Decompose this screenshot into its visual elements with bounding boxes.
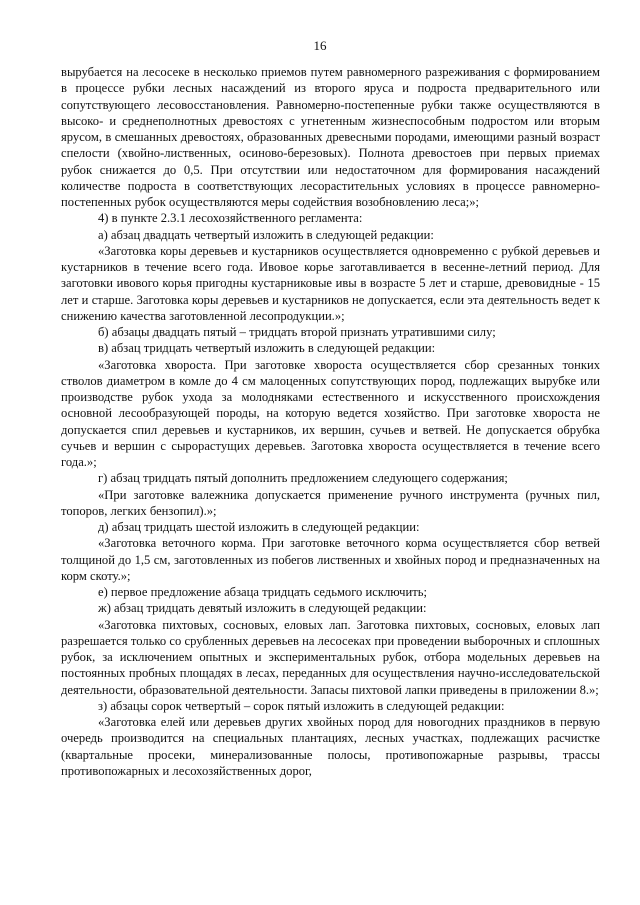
document-body (61, 64, 600, 779)
paragraph: в) абзац тридцать четвертый изложить в следующей редакции: (98, 341, 436, 356)
page-number: 16 (313, 38, 327, 53)
paragraph: «Заготовка пихтовых, сосновых, еловых лап. Заготовка пихтовых, сосновых, еловых лап разрешается только со срубленных деревьев на лесосеках при проведении выборочных и сплошных рубок, за исключением опытных и экспериментальных рубок, отбора модельных деревьев на постоянных пробных площадях в лесах, переданных для осуществления научно-исследовательской деятельности, образовательной деятельности. Запасы пихтовой лапки приведены в приложении 8.»; (61, 617, 600, 697)
paragraph: б) абзацы двадцать пятый – тридцать второй признать утратившими силу; (98, 325, 496, 339)
paragraph: «Заготовка веточного корма. При заготовке веточного корма осуществляется сбор ветвей толщиной до 1,5 см, заготовленных из побегов лиственных и хвойных пород и предназначенных на корм скоту.»; (61, 536, 600, 583)
paragraph: «Заготовка елей или деревьев других хвойных пород для новогодних праздников в первую очередь производится на специальных плантациях, лесных участках, подлежащих расчистке (квартальные просеки, минерализованные полосы, противопожарные разрывы, трассы противопожарных и лесохозяйственных дорог, (61, 715, 600, 778)
paragraph: з) абзацы сорок четвертый – сорок пятый изложить в следующей редакции: (98, 698, 505, 713)
paragraph: 4) в пункте 2.3.1 лесохозяйственного регламента: (98, 211, 363, 226)
paragraph: д) абзац тридцать шестой изложить в следующей редакции: (98, 520, 420, 534)
paragraph: «Заготовка хвороста. При заготовке хвороста осуществляется сбор срезанных тонких стволов диаметром в комле до 4 см малоценных сопутствующих пород, подлежащих вырубке или производстве рубок ухода за молодняками естественного и искусственного происхождения основной лесообразующей породы, на которую ведется хозяйство. При заготовке хвороста не допускается спил деревьев и кустарников, их вершин, сучьев и ветвей. Не допускается обрубка сучьев и вершин с сырорастущих деревьев. Заготовка хвороста осуществляется в течение всего года.»; (61, 357, 600, 469)
paragraph: е) первое предложение абзаца тридцать седьмого исключить; (98, 585, 427, 599)
paragraph: ж) абзац тридцать девятый изложить в следующей редакции: (98, 601, 427, 616)
paragraph: а) абзац двадцать четвертый изложить в следующей редакции: (98, 227, 434, 242)
paragraph: г) абзац тридцать пятый дополнить предложением следующего содержания; (98, 471, 508, 486)
paragraph: «Заготовка коры деревьев и кустарников осуществляется одновременно с рубкой деревьев и кустарников в течение всего года. Ивовое корье заготавливается в весенне-летний период. Для заготовки ивового корья пригодны кустарниковые ивы в возрасте 5 лет и старше, древовидные - 15 лет и старше. Заготовка коры деревьев и кустарников не допускается, если эта деятельность ведет к снижению качества заготовленной лесопродукции.»; (61, 243, 600, 323)
paragraph: вырубается на лесосеке в несколько приемов путем равномерного разреживания с формированием в процессе рубки лесных насаждений из второго яруса и подроста предварительного или сопутствующего лесовосстановления. Равномерно-постепенные рубки также осуществляются в высоко- и среднеполнотных древостоях с угнетенным жизнеспособным подростом или вторым ярусом, в смешанных древостоях, образованных древесными породами, имеющими разный возраст спелости (хвойно-лиственных, осиново-березовых). Полнота древостоев при первых приемах рубок снижается до 0,5. При отсутствии или недостаточном для формирования насаждений количестве подроста в соответствующих лесорастительных условиях в процессе равномерно-постепенных рубок осуществляются меры содействия возобновлению леса;»; (61, 65, 600, 209)
paragraph: «При заготовке валежника допускается применение ручного инструмента (ручных пил, топоров, легких бензопил).»; (61, 487, 600, 518)
